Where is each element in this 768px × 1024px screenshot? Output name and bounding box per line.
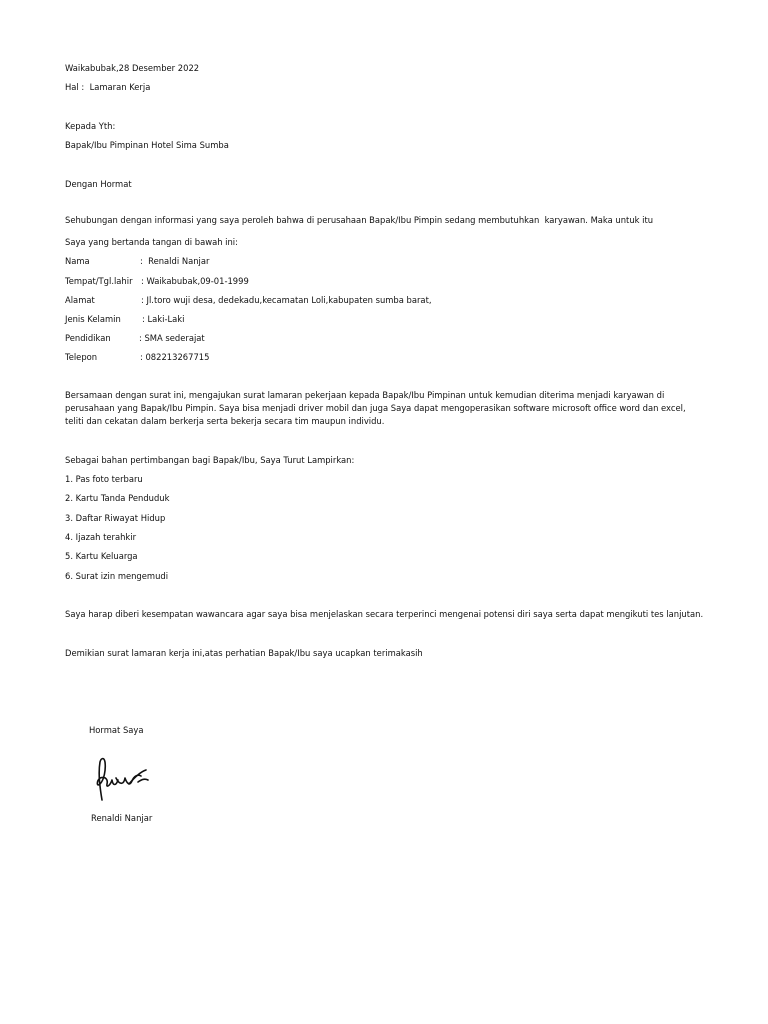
identity-label: Jenis Kelamin [65,314,121,324]
recipient-name: Bapak/Ibu Pimpinan Hotel Sima Sumba [65,140,229,150]
identity-label: Telepon [65,352,98,362]
intro-sentence: Sehubungan dengan informasi yang saya peroleh bahwa di perusahaan Bapak/Ibu Pimpin sedang membutuhkan karyawan. Maka untuk itu [65,215,654,225]
list-item: 5. Kartu Keluarga [65,551,138,561]
closing-sentence: Demikian surat lamaran kerja ini,atas perhatian Bapak/Ibu saya ucapkan terimakasih [65,648,423,658]
list-item: 4. Ijazah terahkir [65,532,137,542]
list-item: 2. Kartu Tanda Penduduk [65,493,170,503]
place-date: Waikabubak,28 Desember 2022 [65,63,200,73]
identity-value: : SMA sederajat [139,333,205,343]
subject-line: Hal : Lamaran Kerja [65,82,151,92]
attachments-intro: Sebagai bahan pertimbangan bagi Bapak/Ibu, Saya Turut Lampirkan: [65,455,355,465]
identity-value: : Jl.toro wuji desa, dedekadu,kecamatan Loli,kabupaten sumba barat, [141,295,432,305]
identity-label: Pendidikan [65,333,111,343]
identity-value: : Waikabubak,09-01-1999 [141,276,249,286]
identity-value: : Renaldi Nanjar [140,256,210,266]
regards: Hormat Saya [89,725,144,735]
greeting: Dengan Hormat [65,179,132,189]
list-item: 1. Pas foto terbaru [65,474,143,484]
handwritten-signature [94,756,152,802]
body-paragraph: Bersamaan dengan surat ini, mengajukan surat lamaran pekerjaan kepada Bapak/Ibu Pimpinan untuk kemudian diterima menjadi karyawan di perusahaan yang Bapak/Ibu Pimpin. Saya bisa menjadi driver mobil dan juga Saya dapat mengoperasikan software microsoft office word dan excel, teliti dan cekatan dalam berkerja serta bekerja secara tim maupun individu. [65,390,686,426]
recipient-label: Kepada Yth: [65,121,116,131]
signed-below-sentence: Saya yang bertanda tangan di bawah ini: [65,237,238,247]
identity-value: : Laki-Laki [142,314,185,324]
list-item: 6. Surat izin mengemudi [65,571,169,581]
identity-label: Tempat/Tgl.lahir [65,276,133,286]
identity-label: Alamat [65,295,95,305]
identity-label: Nama [65,256,90,266]
interview-hope: Saya harap diberi kesempatan wawancara agar saya bisa menjelaskan secara terperinci mengenai potensi diri saya serta dapat mengikuti tes lanjutan. [65,609,704,619]
list-item: 3. Daftar Riwayat Hidup [65,513,166,523]
signer-name: Renaldi Nanjar [91,813,153,823]
identity-value: : 082213267715 [140,352,210,362]
